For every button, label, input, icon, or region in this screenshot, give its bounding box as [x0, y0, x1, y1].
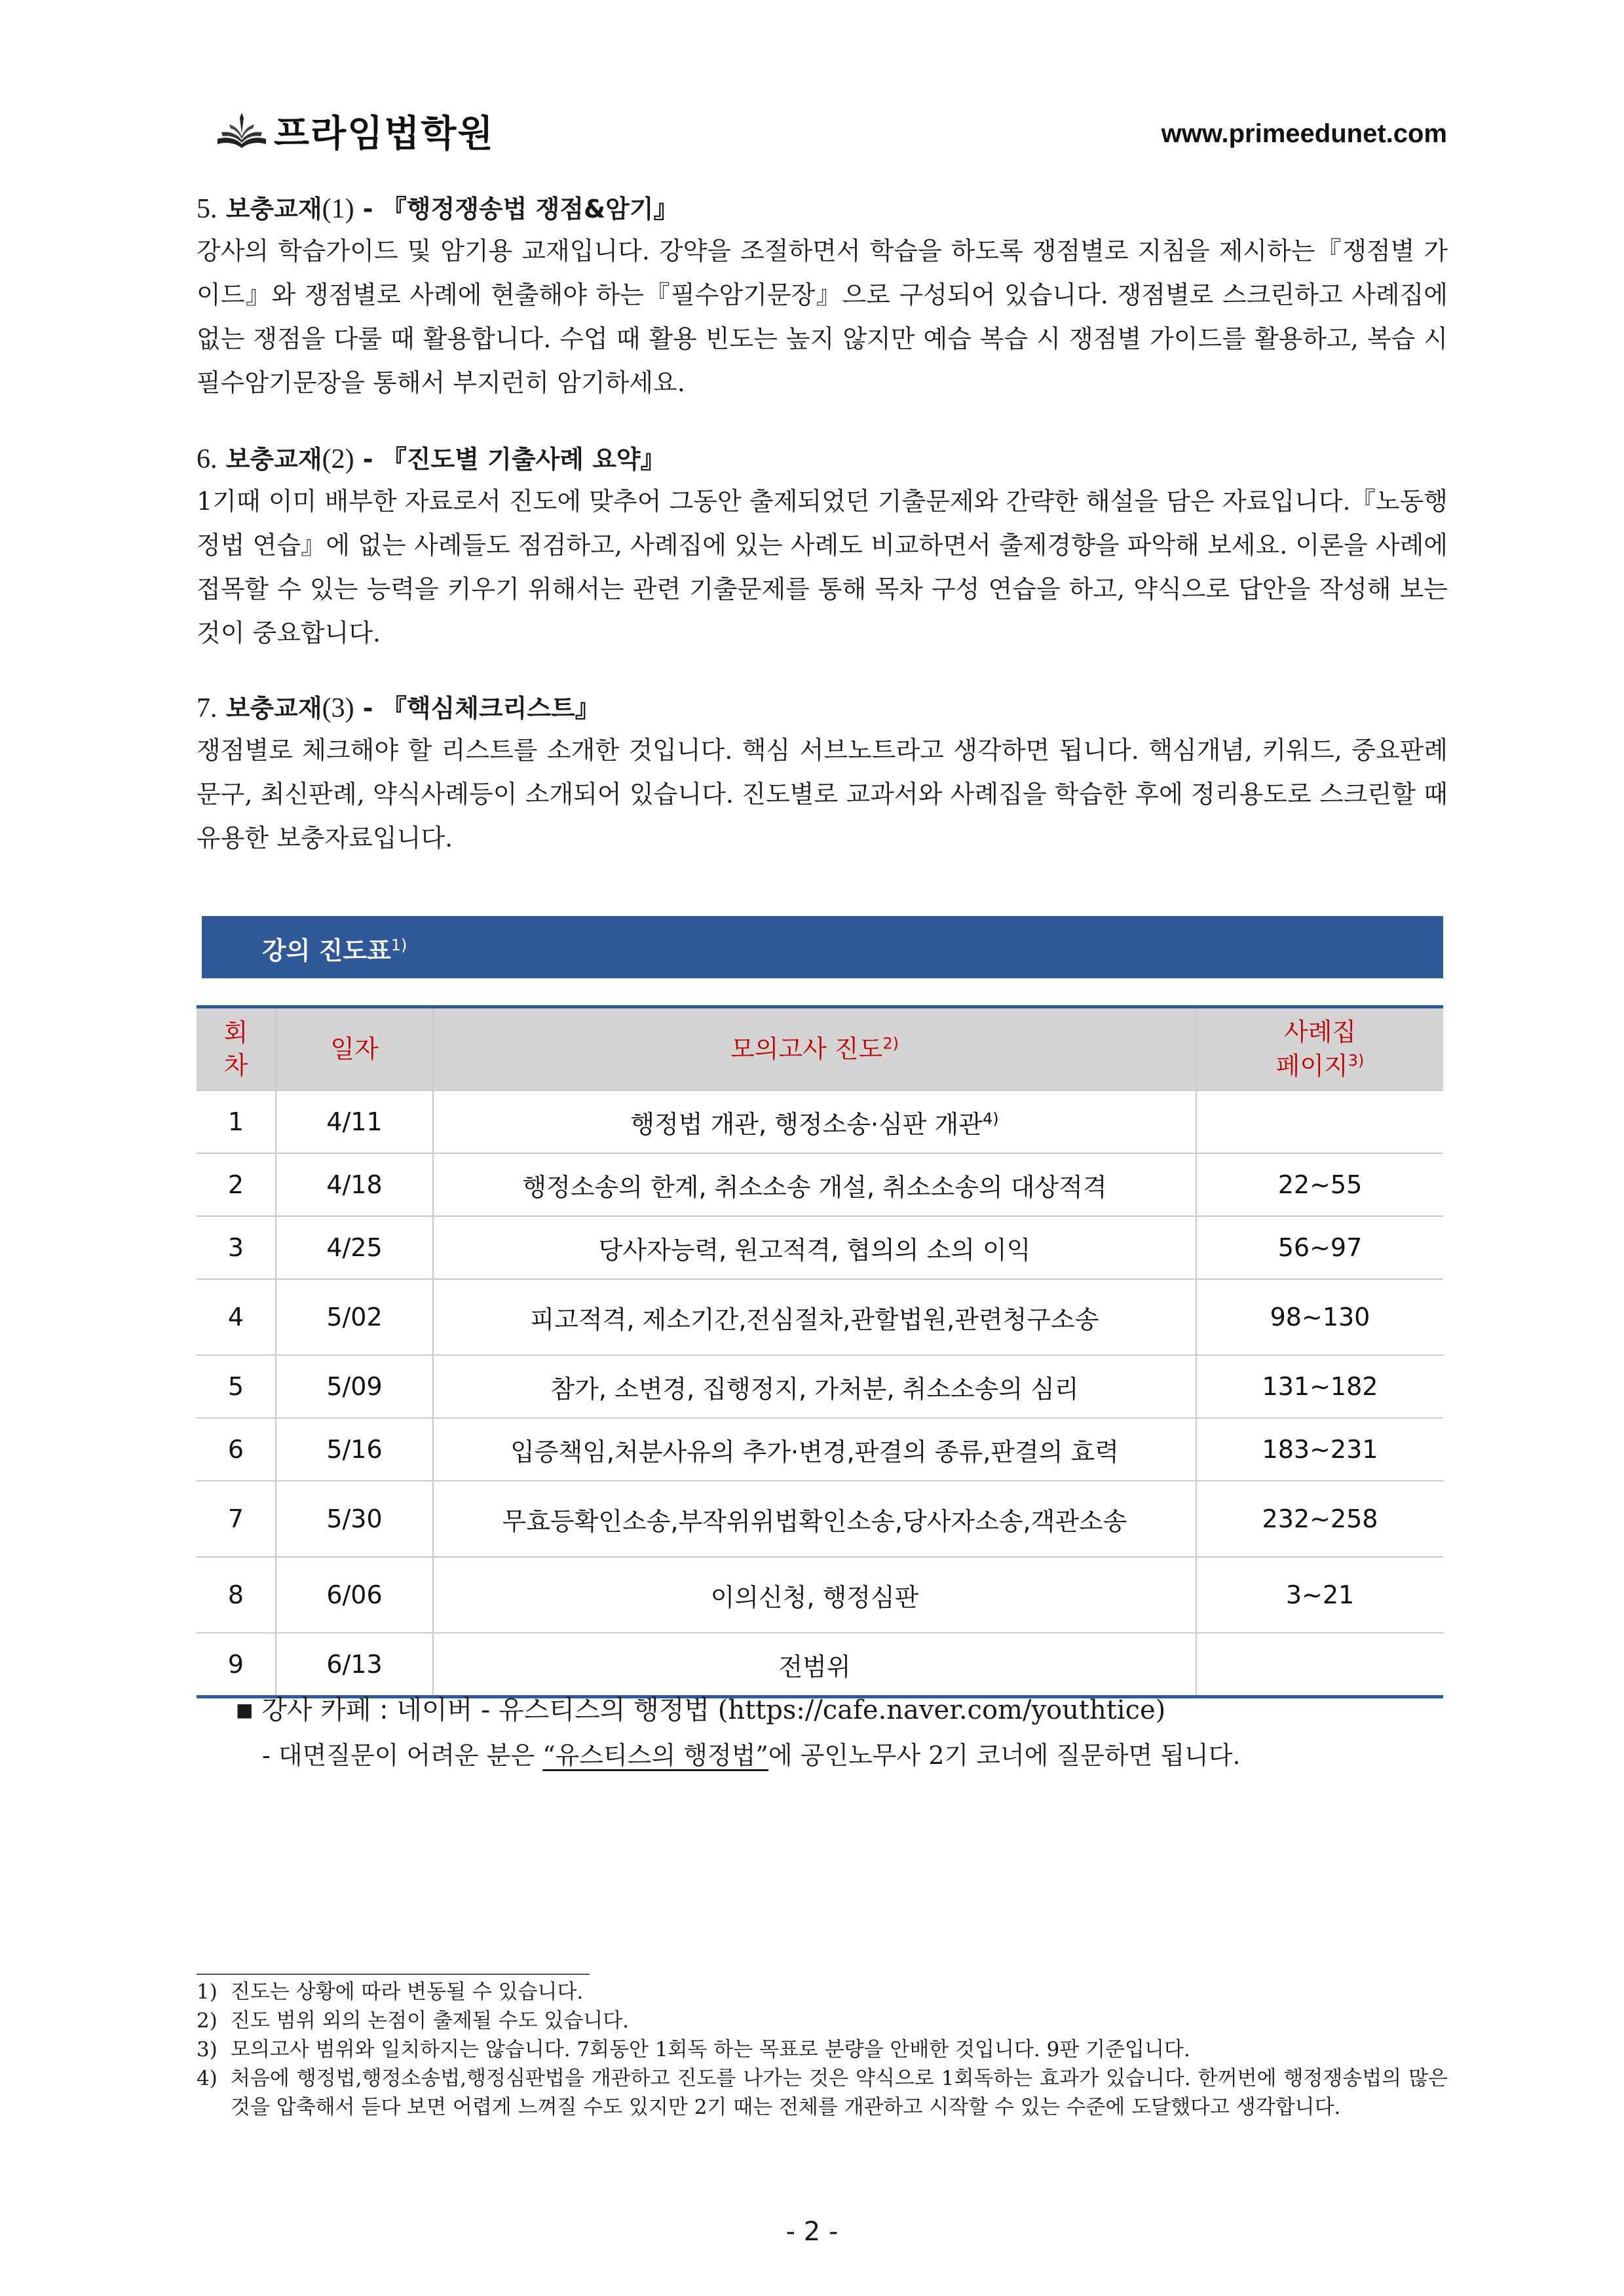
cafe-label: 강사 카페 : 네이버 - 유스티스의 행정법 [261, 1695, 709, 1725]
cafe-note [262, 1735, 1241, 1771]
footnote-item [197, 2064, 1448, 2122]
cell-round: 2 [197, 1153, 276, 1216]
table-banner-title [262, 930, 407, 966]
section-number: 6. [197, 444, 217, 474]
table-row [197, 1418, 1443, 1481]
instructor-cafe [236, 1689, 1165, 1727]
cell-progress: 피고적격, 제소기간,전심절차,관할법원,관련청구소송 [433, 1279, 1196, 1355]
cell-pages: 131~182 [1196, 1355, 1443, 1418]
cell-progress: 행정소송의 한계, 취소소송 개설, 취소소송의 대상적격 [433, 1153, 1196, 1216]
section-paragraph: 쟁점별로 체크해야 할 리스트를 소개한 것입니다. 핵심 서브노트라고 생각하면 됩니다. 핵심개념, 키워드, 중요판례문구, 최신판례, 약식사례등이 소개되어 있습니다. 진도별로 교과서와 사례집을 학습한 후에 정리용도로 스크린할 때 유용한 보충자료입니다. [197, 736, 1448, 852]
cell-round: 5 [197, 1355, 276, 1418]
page-number: - 2 - [785, 2217, 839, 2247]
cell-round: 4 [197, 1279, 276, 1355]
section-7 [197, 688, 1448, 860]
cell-pages: 3~21 [1196, 1557, 1443, 1633]
cell-round: 9 [197, 1633, 276, 1697]
footnote-ref: 3) [1348, 1051, 1365, 1070]
footnote-text: 진도 범위 외의 논점이 출제될 수도 있습니다. [231, 2009, 630, 2033]
section-title [197, 439, 1448, 480]
cell-round: 3 [197, 1216, 276, 1279]
cell-progress [433, 1090, 1196, 1153]
footnote-item [197, 2006, 1448, 2035]
section-paragraph: 1기때 이미 배부한 자료로서 진도에 맞추어 그동안 출제되었던 기출문제와 간략한 해설을 담은 자료입니다.『노동행정법 연습』에 없는 사례들도 점검하고, 사례집에 있는 사례도 비교하면서 출제경향을 파악해 보세요. 이론을 사례에 접목할 수 있는 능력을 키우기 위해서는 관련 기출문제를 통해 목차 구성 연습을 하고, 약식으로 답안을 작성해 보는 것이 중요합니다. [197, 487, 1448, 647]
header-progress [433, 1007, 1196, 1091]
cell-date: 5/30 [276, 1481, 433, 1557]
schedule-table [197, 1005, 1443, 1698]
section-title-num: (3) [322, 693, 354, 723]
footnote-item [197, 2035, 1448, 2064]
section-number: 7. [197, 693, 217, 723]
cell-round: 7 [197, 1481, 276, 1557]
cafe-note-suffix: 에 공인노무사 2기 코너에 질문하면 됩니다. [768, 1741, 1241, 1770]
footnote-text: 모의고사 범위와 일치하지는 않습니다. 7회동안 1회독 하는 목표로 분량을 안배한 것입니다. 9판 기준입니다. [231, 2038, 1190, 2061]
cell-date: 5/16 [276, 1418, 433, 1481]
cell-pages [1196, 1090, 1443, 1153]
table-row [197, 1355, 1443, 1418]
cell-round: 6 [197, 1418, 276, 1481]
cafe-url[interactable]: (https://cafe.naver.com/youthtice) [717, 1695, 1166, 1725]
brand-logo [216, 105, 495, 157]
section-title-text: 보충교재 [225, 195, 322, 223]
cell-date: 6/06 [276, 1557, 433, 1633]
section-title-num: (1) [322, 194, 354, 224]
footnote-number: 3) [197, 2038, 217, 2061]
cell-round: 8 [197, 1557, 276, 1633]
section-title-num: (2) [322, 444, 354, 474]
section-5 [197, 189, 1448, 405]
cell-date: 4/18 [276, 1153, 433, 1216]
section-title-rest: - 『행정쟁송법 쟁점&암기』 [354, 195, 679, 223]
cell-progress: 당사자능력, 원고적격, 협의의 소의 이익 [433, 1216, 1196, 1279]
cell-date: 4/25 [276, 1216, 433, 1279]
section-title-text: 보충교재 [225, 445, 322, 474]
footnote-number: 1) [197, 1980, 217, 2004]
footnote-number: 4) [197, 2067, 217, 2090]
section-6 [197, 439, 1448, 655]
section-title [197, 688, 1448, 729]
cafe-note-prefix: - 대면질문이 어려운 분은 [262, 1741, 543, 1770]
cell-pages: 98~130 [1196, 1279, 1443, 1355]
table-row [197, 1557, 1443, 1633]
footnote-ref: 4) [982, 1109, 999, 1128]
footnotes [197, 1978, 1448, 2122]
cell-progress: 무효등확인소송,부작위위법확인소송,당사자소송,객관소송 [433, 1481, 1196, 1557]
section-title [197, 189, 1448, 229]
cell-progress: 전범위 [433, 1633, 1196, 1697]
cell-progress: 이의신청, 행정심판 [433, 1557, 1196, 1633]
banner-title-text: 강의 진도표 [262, 936, 391, 965]
header-pages [1196, 1007, 1443, 1091]
section-title-text: 보충교재 [225, 694, 322, 723]
footnote-item [197, 1978, 1448, 2006]
header-round-text: 회차 [223, 1018, 248, 1080]
square-bullet-icon: ■ [236, 1699, 254, 1721]
table-row [197, 1279, 1443, 1355]
cell-date: 5/09 [276, 1355, 433, 1418]
logo-text: 프라임법학원 [274, 113, 495, 155]
table-row [197, 1481, 1443, 1557]
cell-pages: 56~97 [1196, 1216, 1443, 1279]
table-row [197, 1633, 1443, 1697]
table-row [197, 1216, 1443, 1279]
section-paragraph: 강사의 학습가이드 및 암기용 교재입니다. 강약을 조절하면서 학습을 하도록 쟁점별로 지침을 제시하는『쟁점별 가이드』와 쟁점별로 사례에 현출해야 하는『필수암기문장』으로 구성되어 있습니다. 쟁점별로 스크린하고 사례집에 없는 쟁점을 다룰 때 활용합니다. 수업 때 활용 빈도는 높지 않지만 예습 복습 시 쟁점별 가이드를 활용하고, 복습 시 필수암기문장을 통해서 부지런히 암기하세요. [197, 237, 1448, 397]
table-row [197, 1153, 1443, 1216]
footnote-text: 진도는 상황에 따라 변동될 수 있습니다. [231, 1980, 584, 2004]
cell-date: 6/13 [276, 1633, 433, 1697]
footnote-divider [197, 1974, 590, 1975]
table-row [197, 1090, 1443, 1153]
cell-pages: 183~231 [1196, 1418, 1443, 1481]
cell-pages: 22~55 [1196, 1153, 1443, 1216]
table-header-row [197, 1007, 1443, 1091]
header-progress-text: 모의고사 진도 [730, 1035, 883, 1063]
cafe-name-link[interactable]: “유스티스의 행정법” [542, 1741, 768, 1770]
section-title-rest: - 『핵심체크리스트』 [354, 694, 600, 723]
cell-progress: 참가, 소변경, 집행정지, 가처분, 취소소송의 심리 [433, 1355, 1196, 1418]
cell-progress: 입증책임,처분사유의 추가·변경,판결의 종류,판결의 효력 [433, 1418, 1196, 1481]
cell-date: 4/11 [276, 1090, 433, 1153]
footnote-ref: 2) [882, 1034, 899, 1053]
header-pages-line1: 사례집 [1283, 1018, 1357, 1046]
cell-pages: 232~258 [1196, 1481, 1443, 1557]
section-title-rest: - 『진도별 기출사례 요약』 [354, 445, 666, 474]
footnote-number: 2) [197, 2009, 217, 2033]
footnote-ref: 1) [390, 936, 407, 955]
cell-date: 5/02 [276, 1279, 433, 1355]
header-pages-line2: 페이지 [1275, 1052, 1348, 1081]
cell-round: 1 [197, 1090, 276, 1153]
cell-progress-text: 행정법 개관, 행정소송·심판 개관 [630, 1109, 983, 1139]
header-round [197, 1007, 276, 1091]
section-number: 5. [197, 194, 217, 224]
footnote-text: 처음에 행정법,행정소송법,행정심판법을 개관하고 진도를 나가는 것은 약식으로 1회독하는 효과가 있습니다. 한꺼번에 행정쟁송법의 많은 것을 압축해서 듣다 보면 어렵게 느껴질 수도 있지만 2기 때는 전체를 개관하고 시작할 수 있는 수준에 도달했다고 생각합니다. [231, 2067, 1448, 2119]
cell-pages [1196, 1633, 1443, 1697]
header-date: 일자 [276, 1007, 433, 1091]
book-logo-icon [216, 111, 267, 151]
website-url[interactable]: www.primeedunet.com [1161, 119, 1447, 148]
